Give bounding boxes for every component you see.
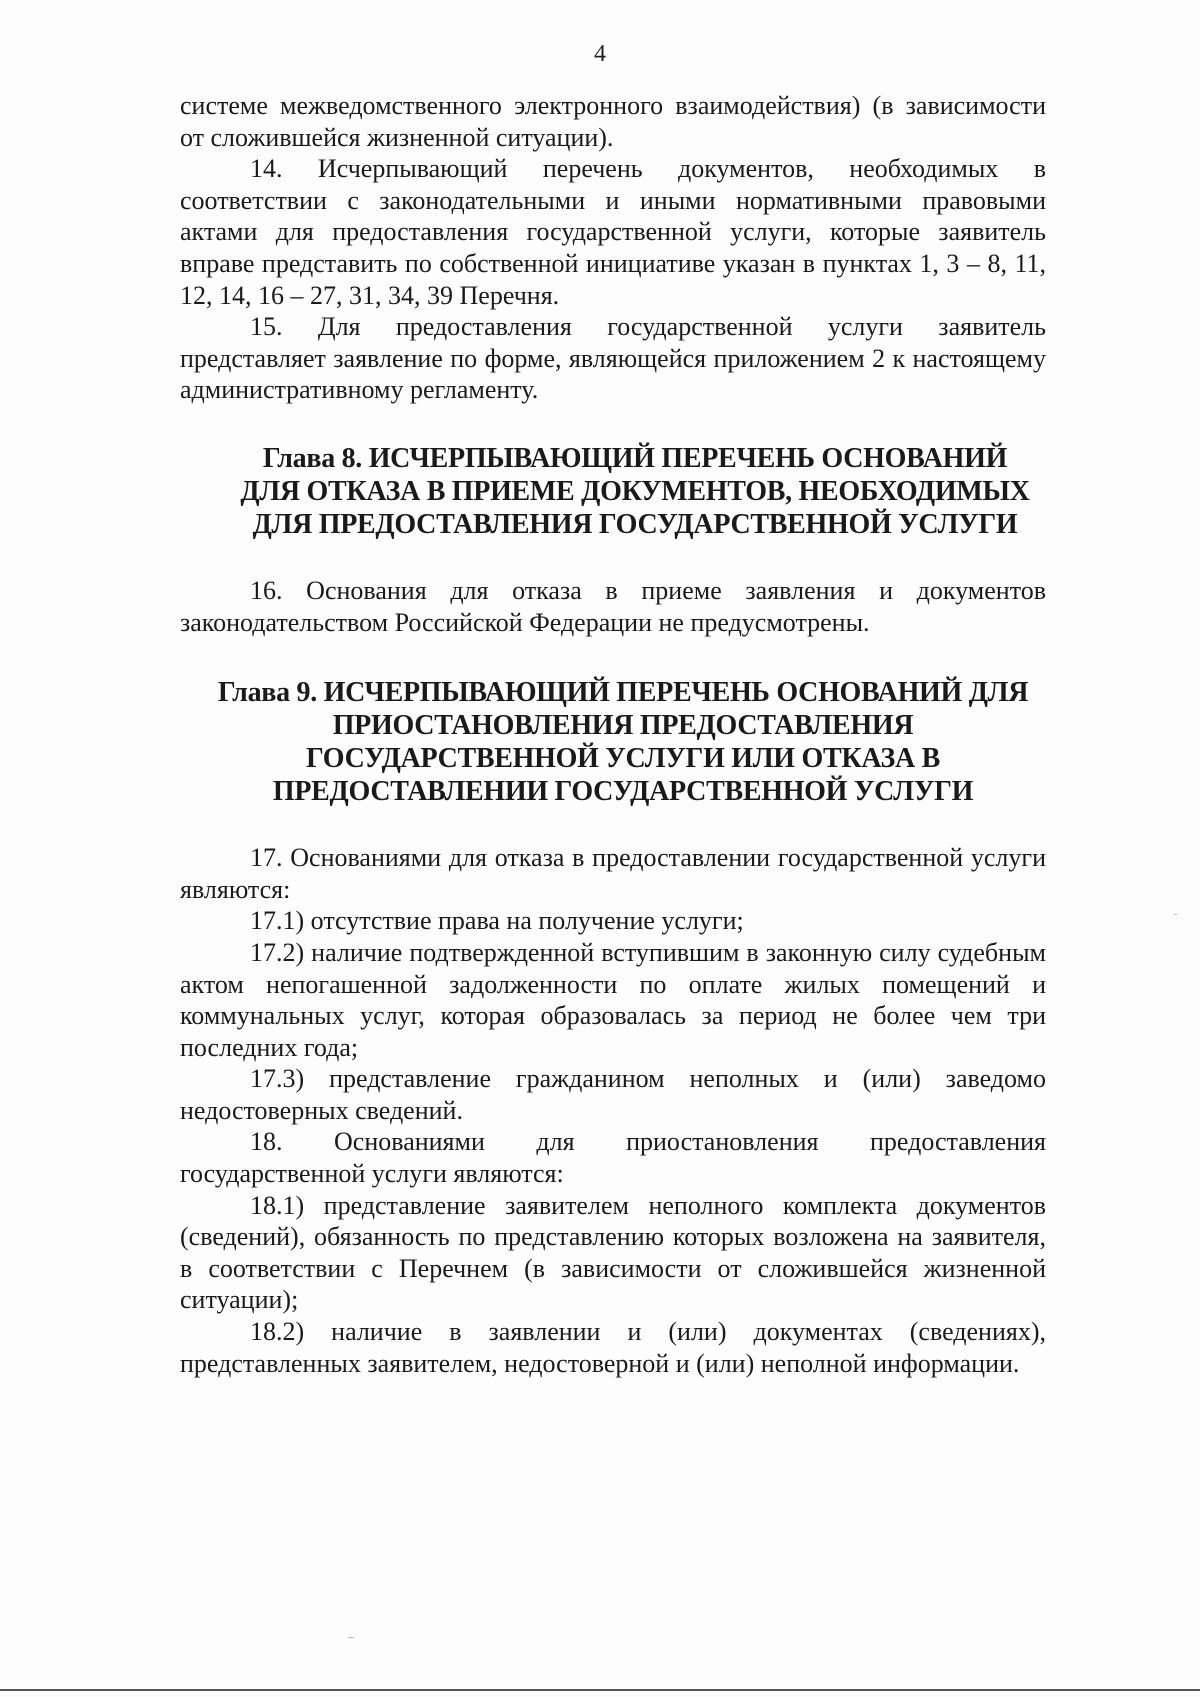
scan-speck — [348, 1637, 354, 1638]
paragraph-17: 17. Основаниями для отказа в предоставлении государственной услуги являются: — [180, 843, 1046, 904]
paragraph-17-2: 17.2) наличие подтвержденной вступившим в законную силу судебным актом непогашенной задолженности по оплате жилых помещений и коммунальных услуг, которая образовалась за период не более чем три последних года; — [180, 937, 1046, 1062]
page-number: 4 — [594, 41, 606, 67]
paragraph-18-2: 18.2) наличие в заявлении и (или) документах (сведениях), представленных заявителем, недостоверной и (или) неполной информации. — [180, 1317, 1046, 1378]
paragraph-continuation: системе межведомственного электронного взаимодействия) (в зависимости от сложившейся жизненной ситуации). — [180, 91, 1046, 152]
paragraph-15: 15. Для предоставления государственной услуги заявитель представляет заявление по форме, являющейся приложением 2 к настоящему административному регламенту. — [180, 312, 1046, 405]
scan-edge-line — [0, 1689, 1200, 1691]
paragraph-16: 16. Основания для отказа в приеме заявления и документов законодательством Российской Федерации не предусмотрены. — [180, 575, 1046, 637]
paragraph-17-1: 17.1) отсутствие права на получение услуги; — [250, 906, 744, 936]
chapter-8-title: Глава 8. ИСЧЕРПЫВАЮЩИЙ ПЕРЕЧЕНЬ ОСНОВАНИЙ ДЛЯ ОТКАЗА В ПРИЕМЕ ДОКУМЕНТОВ, НЕОБХОДИМЫХ ДЛЯ ПРЕДОСТАВЛЕНИЯ ГОСУДАРСТВЕННОЙ УСЛУГИ — [240, 442, 1030, 540]
paragraph-17-3: 17.3) представление гражданином неполных и (или) заведомо недостоверных сведений. — [180, 1064, 1046, 1125]
paragraph-18-1: 18.1) представление заявителем неполного комплекта документов (сведений), обязанность по представлению которых возложена на заявителя, в соответствии с Перечнем (в зависимости от сложившейся жизненной ситуации); — [180, 1190, 1046, 1315]
document-body — [180, 90, 1046, 1379]
paragraph-18: 18. Основаниями для приостановления предоставления государственной услуги являются: — [180, 1127, 1046, 1189]
scan-speck — [1174, 914, 1177, 915]
paragraph-14: 14. Исчерпывающий перечень документов, необходимых в соответствии с законодательными и иными нормативными правовыми актами для предоставления государственной услуги, которые заявитель вправе представить по собственной инициативе указан в пунктах 1, 3 – 8, 11, 12, 14, 16 – 27, 31, 34, 39 Перечня. — [180, 154, 1046, 310]
chapter-9-title: Глава 9. ИСЧЕРПЫВАЮЩИЙ ПЕРЕЧЕНЬ ОСНОВАНИЙ ДЛЯ ПРИОСТАНОВЛЕНИЯ ПРЕДОСТАВЛЕНИЯ ГОСУДАРСТВЕННОЙ УСЛУГИ ИЛИ ОТКАЗА В ПРЕДОСТАВЛЕНИИ ГОСУДАРСТВЕННОЙ УСЛУГИ — [217, 677, 1029, 808]
